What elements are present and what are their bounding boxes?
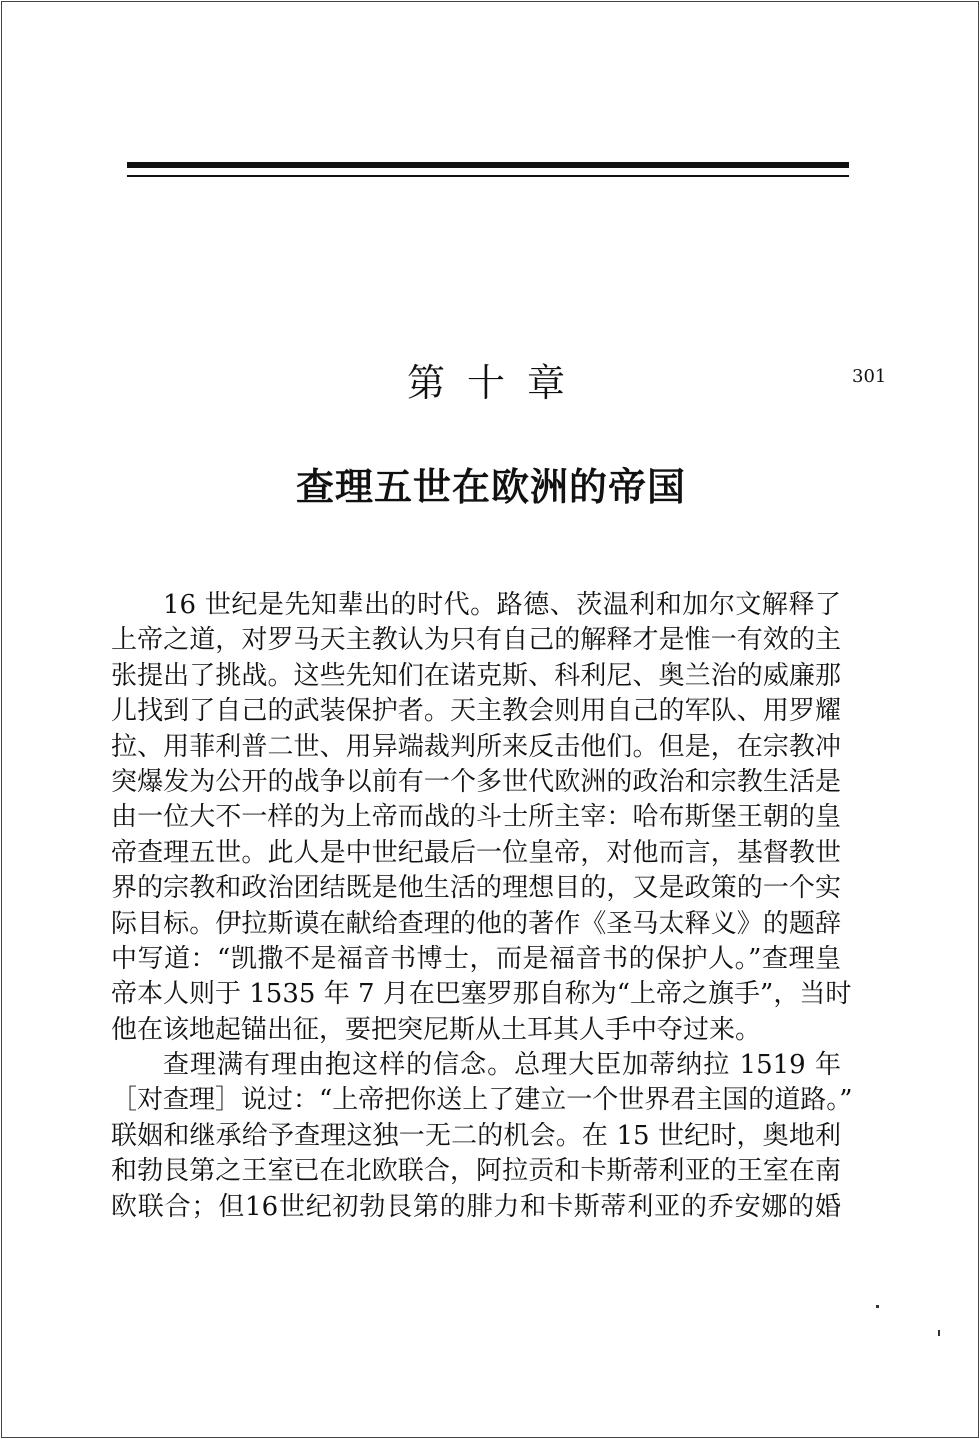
text-line: 中写道：“凯撒不是福音书博士，而是福音书的保护人。”查理皇	[111, 943, 841, 974]
text-line: 帝本人则于 1535 年 7 月在巴塞罗那自称为“上帝之旗手”，当时	[111, 979, 852, 1010]
text-line: 突爆发为公开的战争以前有一个多世代欧洲的政治和宗教生活是	[111, 766, 841, 797]
text-line: 帝查理五世。此人是中世纪最后一位皇帝，对他而言，基督教世	[111, 837, 841, 868]
text-line: 拉、用菲利普二世、用异端裁判所来反击他们。但是，在宗教冲	[111, 731, 841, 762]
text-line: 他在该地起锚出征，要把突尼斯从土耳其人手中夺过来。	[111, 1014, 762, 1045]
chapter-title: 查理五世在欧洲的帝国	[295, 465, 686, 509]
text-line: 界的宗教和政治团结既是他生活的理想目的，又是政策的一个实	[111, 873, 841, 904]
scan-speck	[938, 1330, 940, 1336]
paragraph-1	[111, 588, 852, 1048]
header-rule-thick	[127, 162, 849, 168]
text-line: 16 世纪是先知辈出的时代。路德、茨温利和加尔文解释了	[163, 590, 841, 620]
scan-speck	[876, 1305, 879, 1308]
body-text	[111, 588, 853, 1225]
chapter-label: 第十章	[406, 361, 587, 405]
text-line: 查理满有理由抱这样的信念。总理大臣加蒂纳拉 1519 年	[163, 1050, 841, 1081]
text-line: 际目标。伊拉斯谟在献给查理的他的著作《圣马太释义》的题辞	[111, 908, 841, 939]
text-line: 和勃艮第之王室已在北欧联合，阿拉贡和卡斯蒂利亚的王室在南	[111, 1156, 841, 1187]
text-line: 张提出了挑战。这些先知们在诺克斯、科利尼、奥兰治的威廉那	[111, 660, 841, 691]
text-line: 联姻和继承给予查理这独一无二的机会。在 15 世纪时，奥地利	[111, 1120, 841, 1151]
page-number: 301	[852, 366, 887, 387]
text-line: 上帝之道，对罗马天主教认为只有自己的解释才是惟一有效的主	[111, 625, 841, 656]
paragraph-2	[111, 1048, 853, 1225]
text-line: 儿找到了自己的武装保护者。天主教会则用自己的军队、用罗耀	[111, 696, 841, 727]
text-line: 欧联合；但16世纪初勃艮第的腓力和卡斯蒂利亚的乔安娜的婚	[111, 1191, 841, 1222]
header-rule-thin	[127, 175, 849, 177]
text-line: ［对查理］说过：“上帝把你送上了建立一个世界君主国的道路。”	[111, 1085, 853, 1116]
text-line: 由一位大不一样的为上帝而战的斗士所主宰：哈布斯堡王朝的皇	[111, 802, 841, 833]
